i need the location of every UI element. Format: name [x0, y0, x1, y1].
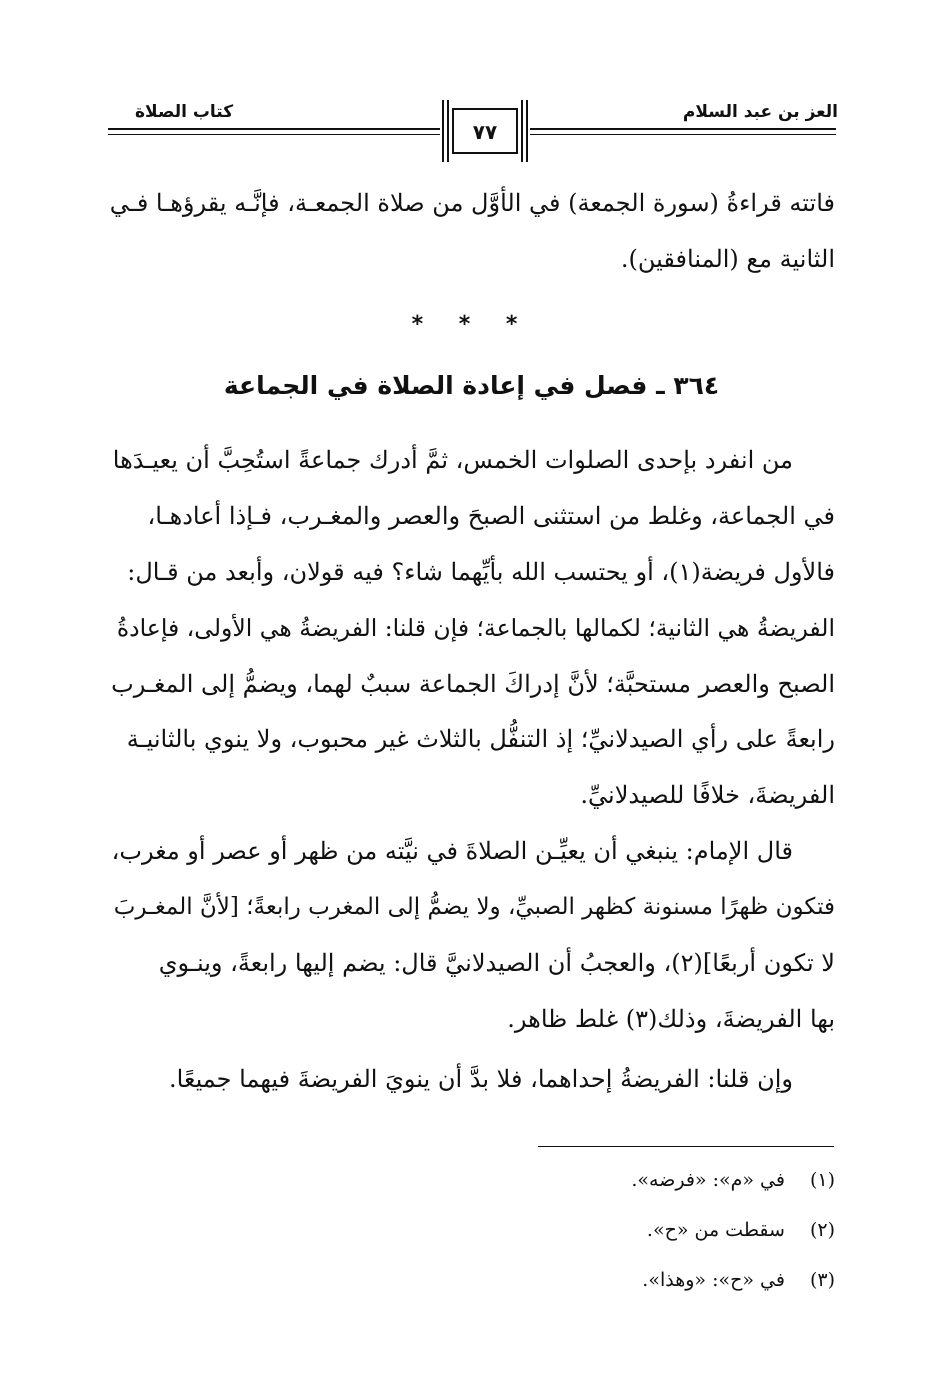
header-rule-right-top	[530, 128, 836, 130]
body-line: في الجماعة، وغلط من استثنى الصبحَ والعصر والمغـرب، فـإذا أعادهـا،	[147, 502, 835, 530]
header-rule-left-bottom	[108, 134, 440, 135]
footnote-number: (١)	[809, 1169, 835, 1191]
footnote-divider	[538, 1146, 834, 1147]
body-line: الفريضةُ هي الثانية؛ لكمالها بالجماعة؛ فإن قلنا: الفريضةُ هي الأولى، فإعادةُ	[116, 614, 835, 642]
body-line: الثانية مع (المنافقين).	[620, 245, 835, 273]
footnote-number: (٢)	[809, 1219, 835, 1241]
body-line: قال الإمام: ينبغي أن يعيِّـن الصلاةَ في نيَّته من ظهر أو عصر أو مغرب،	[111, 837, 793, 865]
section-separator: * * *	[411, 312, 532, 337]
body-line: فالأول فريضة(١)، أو يحتسب الله بأيِّهما شاء؟ فيه قولان، وأبعد من قـال:	[127, 558, 835, 586]
page-number: ٧٧	[472, 120, 498, 144]
body-line: رابعةً على رأي الصيدلانيِّ؛ إذ التنفُّل بالثلاث غير محبوب، ولا ينوي بالثانيـة	[126, 725, 835, 753]
footnote	[642, 1266, 835, 1294]
header-rule-left-top	[108, 128, 440, 130]
footnote	[647, 1216, 835, 1244]
header-rule-right-bottom	[530, 134, 836, 135]
footnote	[631, 1166, 835, 1194]
section-heading: ٣٦٤ ـ فصل في إعادة الصلاة في الجماعة	[223, 371, 720, 400]
footnote-text: سقطت من «ح».	[646, 1219, 785, 1241]
body-line: فتكون ظهرًا مسنونة كظهر الصبيِّ، ولا يضمُّ إلى المغرب رابعةً؛ [لأنَّ المغـربَ	[113, 894, 835, 920]
body-line: بها الفريضةَ، وذلك(٣) غلط ظاهر.	[507, 1005, 835, 1033]
footnote-text: في «م»: «فرضه».	[631, 1169, 785, 1191]
body-line: وإن قلنا: الفريضةُ إحداهما، فلا بدَّ أن ينويَ الفريضةَ فيهما جميعًا.	[169, 1065, 793, 1093]
running-header-author: العز بن عبد السلام	[682, 102, 838, 122]
running-header-chapter: كتاب الصلاة	[135, 102, 234, 122]
body-line: فاتته قراءةُ (سورة الجمعة) في الأوَّل من صلاة الجمعـة، فإنَّـه يقرؤهـا فـي	[109, 189, 835, 217]
footnote-text: في «ح»: «وهذا».	[642, 1269, 785, 1291]
footnote-number: (٣)	[809, 1269, 835, 1291]
body-line: لا تكون أربعًا](٢)، والعجبُ أن الصيدلانيَّ قال: يضم إليها رابعةً، وينـوي	[158, 949, 835, 977]
body-line: من انفرد بإحدى الصلوات الخمس، ثمَّ أدرك جماعةً استُحِبَّ أن يعيـدَها	[112, 446, 793, 474]
page-number-frame	[452, 108, 518, 154]
body-line: الصبح والعصر مستحبَّة؛ لأنَّ إدراكَ الجماعة سببٌ لهما، ويضمُّ إلى المغـرب	[111, 670, 835, 698]
body-line: الفريضةَ، خلافًا للصيدلانيِّ.	[580, 781, 835, 809]
